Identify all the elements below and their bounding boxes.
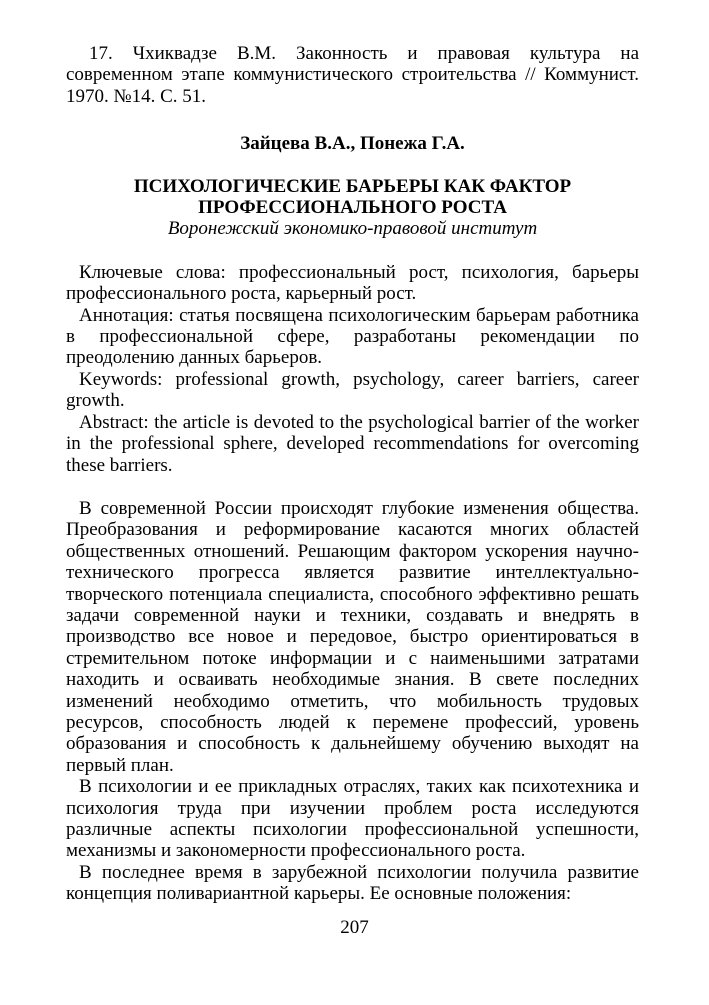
reference-entry: 17. Чхиквадзе В.М. Законность и правовая культура на современном этапе коммунистического строительства // Коммунист. 1970. №14. С. 51.: [66, 43, 639, 107]
title-line-2: ПРОФЕССИОНАЛЬНОГО РОСТА: [198, 197, 507, 219]
affiliation-line: Воронежский экономико-правовой институт: [167, 218, 538, 240]
authors-line: Зайцева В.А., Понежа Г.А.: [240, 133, 465, 155]
keywords-en-paragraph: Keywords: professional growth, psychology, career barriers, career growth.: [66, 368, 639, 412]
abstract-en-paragraph: Abstract: the article is devoted to the psychological barrier of the worker in the professional sphere, developed recommendations for overcoming these barriers.: [66, 411, 639, 476]
keywords-ru-paragraph: Ключевые слова: профессиональный рост, психология, барьеры профессионального роста, карьерный рост.: [66, 261, 639, 305]
title-line-1: ПСИХОЛОГИЧЕСКИЕ БАРЬЕРЫ КАК ФАКТОР: [133, 175, 572, 197]
body-paragraph: В психологии и ее прикладных отраслях, таких как психотехника и психология труда при изучении проблем роста исследуются различные аспекты психологии профессиональной успешности, механизмы и закономерности профессионального роста.: [66, 776, 639, 862]
annotation-ru-paragraph: Аннотация: статья посвящена психологическим барьерам работника в профессиональной сфере, разработаны рекомендации по преодолению данных барьеров.: [66, 304, 639, 369]
body-paragraph: В современной России происходят глубокие изменения общества. Преобразования и реформирование касаются многих областей общественных отношений. Решающим фактором ускорения научно-технического прогресса является развитие интеллектуально-творческого потенциала специалиста, способного эффективно решать задачи современной науки и техники, создавать и внедрять в производство все новое и передовое, быстро ориентироваться в стремительном потоке информации и с наименьшими затратами находить и осваивать необходимые знания. В свете последних изменений необходимо отметить, что мобильность трудовых ресурсов, способность людей к перемене профессий, уровень образования и способность к дальнейшему обучению выходят на первый план.: [66, 497, 639, 776]
article-title: [66, 176, 639, 219]
body-paragraph: В последнее время в зарубежной психологии получила развитие концепция поливариантной карьеры. Ее основные положения:: [66, 861, 639, 905]
page-number: 207: [340, 917, 369, 938]
